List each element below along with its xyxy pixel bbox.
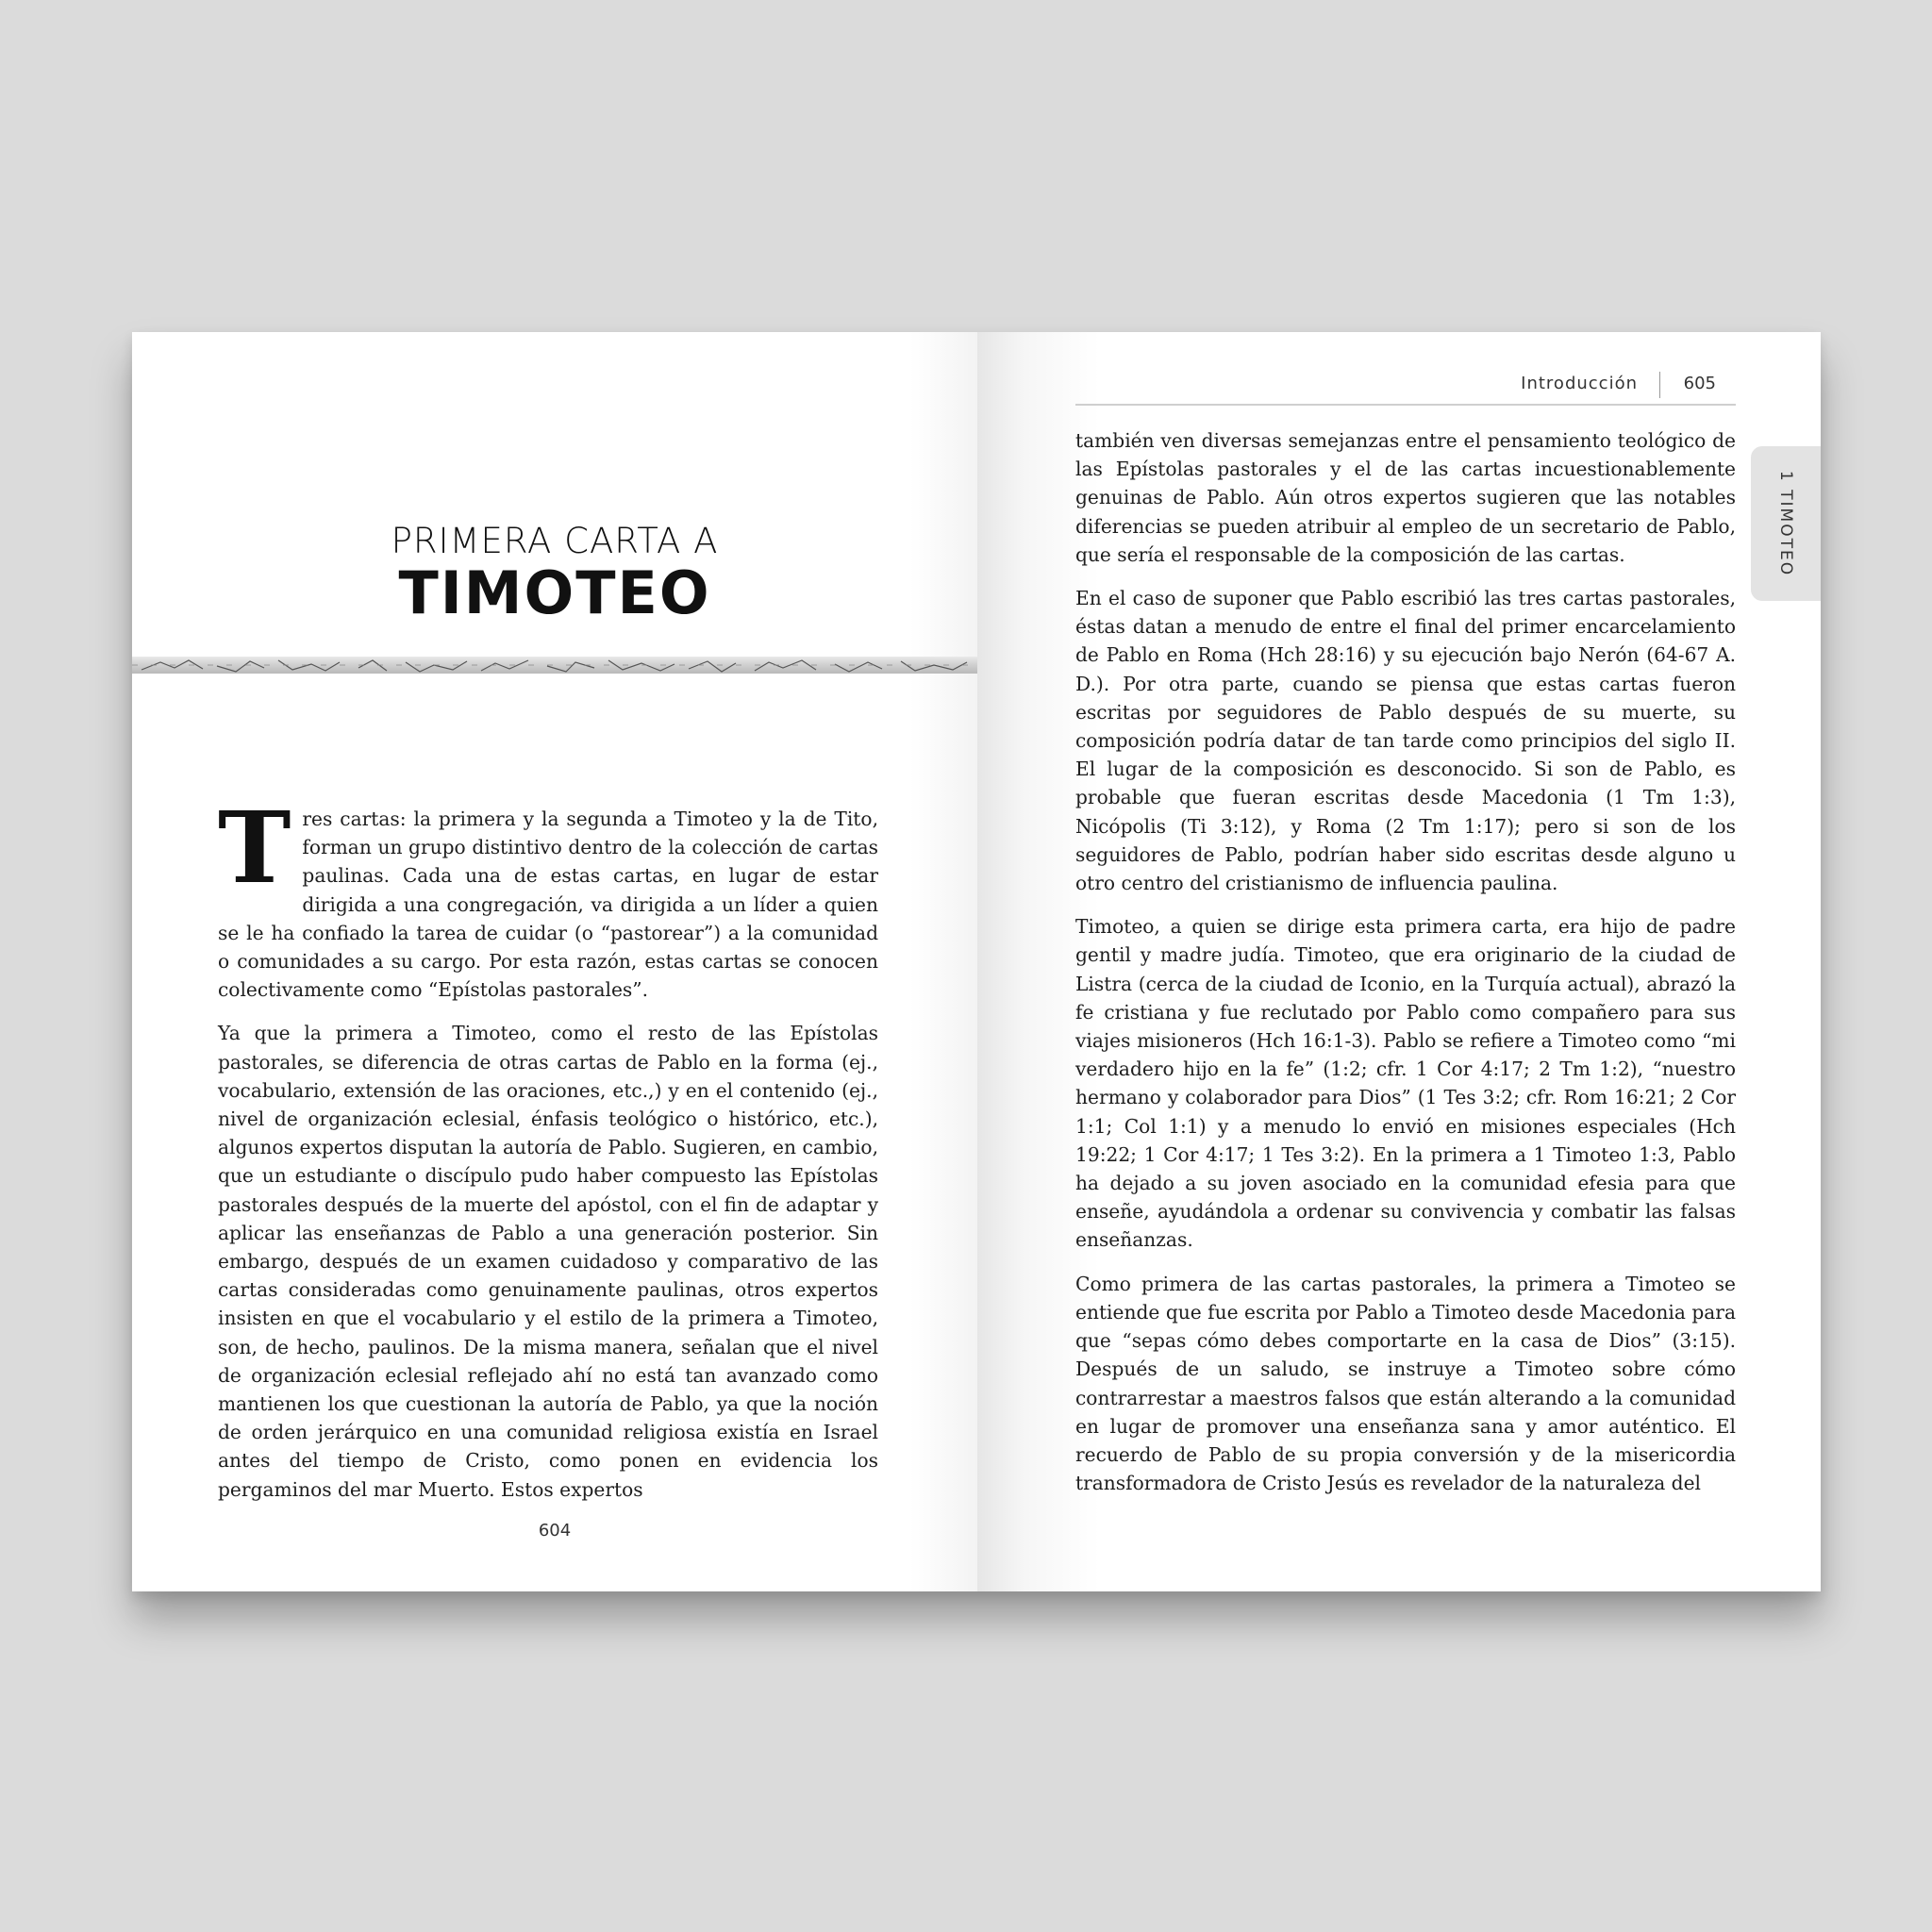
left-body-text [218,790,878,1519]
chapter-title [132,521,977,625]
header-separator [1659,372,1660,398]
page-number-right: 605 [1683,374,1716,393]
body-paragraph: Timoteo, a quien se dirige esta primera carta, era hijo de padre gentil y madre judía. Timoteo, que era originario de la ciudad de Listra (cerca de la ciudad de Iconio, en la Turquía actual), abrazó la fe cristiana y fue reclutado por Pablo como compañero para sus viajes misioneros (Hch 16:1-3). Pablo se refiere a Timoteo como “mi verdadero hijo en la fe” (1:2; cfr. 1 Cor 4:17; 2 Tm 1:2), “nuestro hermano y colaborador para Dios” (1 Tes 3:2; cfr. Rom 16:21; 2 Cor 1:1; Col 1:1) y a menudo lo envió en misiones especiales (Hch 19:22; 1 Cor 4:17; 1 Tes 3:2). En la primera a 1 Timoteo 1:3, Pablo ha dejado a su joven asociado en la comunidad efesia para que enseñe, ayudándola a ordenar su convivencia y combatir las falsas enseñanzas. [1075,915,1736,1252]
intro-paragraph [218,790,878,1004]
right-body-text [1075,426,1736,1512]
running-header-title: Introducción [1521,374,1638,393]
page-number-left: 604 [538,1521,572,1541]
body-paragraph: también ven diversas semejanzas entre el pensamiento teológico de las Epístolas pastorales y el de las cartas incuestionablemente genuinas de Pablo. Aún otros expertos sugieren que las notables diferencias se pueden atribuir al empleo de un secretario de Pablo, que sería el responsable de la composición de las cartas. [1075,429,1736,566]
stone-texture-graphic [132,657,977,674]
header-rule [1075,404,1736,406]
thumb-tab-label: 1 TIMOTEO [1776,470,1795,577]
decorative-stone-band [132,657,977,674]
open-book [132,332,1821,1591]
chapter-title-line2: TIMOTEO [398,558,711,627]
drop-cap: T [218,790,291,906]
body-paragraph: Como primera de las cartas pastorales, la primera a Timoteo se entiende que fue escrita por Pablo a Timoteo desde Macedonia para que “sepas cómo debes comportarte en la casa de Dios” (3:15). Después de un saludo, se instruye a Timoteo sobre cómo contrarrestar a maestros falsos que están alterando a la comunidad en lugar de promover una enseñanza sana y amor auténtico. El recuerdo de Pablo de su propia conversión y de la misericordia transformadora de Cristo Jesús es revelador de la naturaleza del [1075,1272,1736,1495]
body-paragraph: Ya que la primera a Timoteo, como el resto de las Epístolas pastorales, se diferencia de otras cartas de Pablo en la forma (ej., vocabulario, extensión de las oraciones, etc.,) y en el contenido (ej., nivel de organización eclesial, énfasis teológico o histórico, etc.), algunos expertos disputan la autoría de Pablo. Sugieren, en cambio, que un estudiante o discípulo pudo haber compuesto las Epístolas pastorales después de la muerte del apóstol, con el fin de adaptar y aplicar las enseñanzas de Pablo a una generación posterior. Sin embargo, después de un examen cuidadoso y comparativo de las cartas consideradas como genuinamente paulinas, otros expertos insisten en que el vocabulario y el estilo de la primera a Timoteo, son, de hecho, paulinos. De la misma manera, señalan que el nivel de organización eclesial reflejado ahí no está tan avanzado como mantienen los que cuestionan la autoría de Pablo, ya que la noción de orden jerárquico en una comunidad religiosa existía en Israel antes del tiempo de Cristo, como ponen en evidencia los pergaminos del mar Muerto. Estos expertos [218,1022,878,1501]
intro-paragraph-text: res cartas: la primera y la segunda a Timoteo y la de Tito, forman un grupo distintivo dentro de la colección de cartas paulinas. Cada una de estas cartas, en lugar de estar dirigida a una congregación, va dirigida a un líder a quien se le ha confiado la tarea de cuidar (o “pastorear”) a la comunidad o comunidades a su cargo. Por esta razón, estas cartas se conocen colectivamente como “Epístolas pastorales”. [218,808,878,1002]
left-page [132,332,977,1591]
chapter-title-line1: PRIMERA CARTA A [391,521,719,561]
body-paragraph: En el caso de suponer que Pablo escribió las tres cartas pastorales, éstas datan a menudo de entre el final del primer encarcelamiento de Pablo en Roma (Hch 28:16) y su ejecución bajo Nerón (64-67 A. D.). Por otra parte, cuando se piensa que estas cartas fueron escritas por seguidores de Pablo después de su muerte, su composición podría datar de tan tarde como principios del siglo II. El lugar de la composición es desconocido. Si son de Pablo, es probable que fueran escritas desde Macedonia (1 Tm 1:3), Nicópolis (Ti 3:12), y Roma (2 Tm 1:17); pero si son de los seguidores de Pablo, podrían haber sido escritas desde alguno u otro centro del cristianismo de influencia paulina. [1075,587,1736,895]
thumb-index-tab [1751,446,1821,601]
running-header [1075,368,1736,406]
